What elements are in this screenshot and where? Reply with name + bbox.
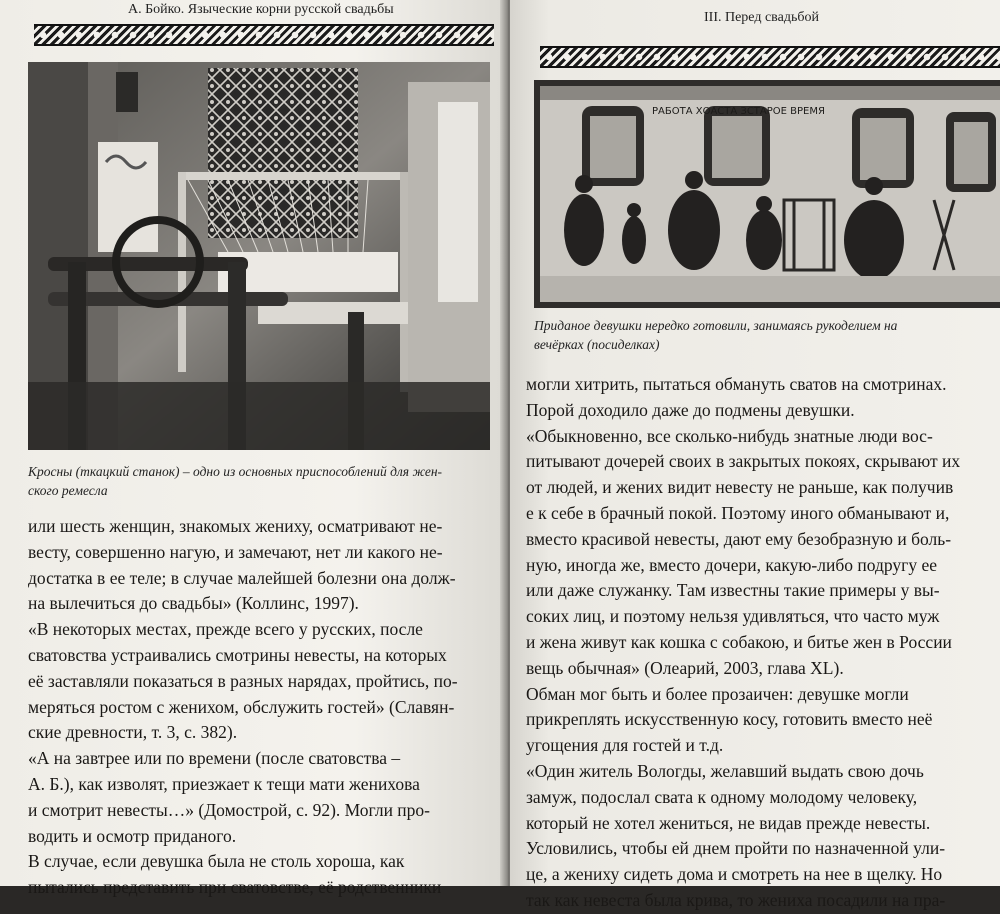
right-text-line-7: вместо красивой невесты, дают ему безобразную и боль- [526,528,952,549]
left-body-text [28,514,502,901]
left-text-line-8: меряться ростом с женихом, обслужить гостей» (Славян- [28,696,455,717]
left-text-line-1: или шесть женщин, знакомых жениху, осматривают не- [28,516,443,536]
right-text-line-6: е к себе в брачный покой. Поэтому иного обманывают и, [526,502,950,523]
painting-caption-line-2: вечёрках (посиделках) [534,337,660,352]
left-text-line-13: водить и осмотр приданого. [28,825,237,846]
right-text-line-14: прикреплять искусственную косу, готовить вместо неё [526,709,933,730]
painting-inscription: РАБОТА ХОАСТА ЗСТАРОЕ ВРЕМЯ [652,106,825,117]
right-text-line-21: так как невеста была крива, то жениха посадили на пра- [526,889,946,910]
right-text-line-16: «Один житель Вологды, желавший выдать свою дочь [526,760,924,781]
right-text-line-3: «Обыкновенно, все сколько-нибудь знатные люди вос- [526,425,933,446]
right-text-line-1: могли хитрить, пытаться обмануть сватов на смотринах. [526,374,947,394]
right-text-line-15: угощения для гостей и т.д. [526,735,724,756]
right-running-header: III. Перед свадьбой [704,10,819,25]
right-header-ornament [540,46,1000,68]
loom-caption [28,462,498,500]
left-running-header: А. Бойко. Языческие корни русской свадьбы [128,2,394,17]
left-text-line-2: весту, совершенно нагую, и замечают, нет ли какого не- [28,541,443,562]
right-text-line-17: замуж, подослал свата к одному молодому человеку, [526,786,918,807]
left-text-line-9: ские древности, т. 3, с. 382). [28,722,238,743]
left-text-line-14: В случае, если девушка была не столь хороша, как [28,851,405,872]
loom-caption-line-1: Кросны (ткацкий станок) – одно из основных приспособлений для жен- [28,464,443,479]
right-text-line-10: соких лиц, и поэтому нельзя удивляться, что часто муж [526,606,940,627]
left-text-line-7: её заставляли показаться в разных нарядах, пройтись, по- [28,670,458,691]
left-text-line-11: А. Б.), как изволят, приезжает к тещи мати женихова [28,773,420,794]
right-text-line-18: который не хотел жениться, не видав прежде невесты. [526,812,931,833]
right-text-line-5: от людей, и жених видит невесту не раньше, как получив [526,477,954,498]
loom-photo-image [28,62,490,450]
right-text-line-19: Условились, чтобы ей днем пройти по назначенной ули- [526,838,946,859]
vecherka-painting-image [534,80,1000,308]
left-text-line-5: «В некоторых местах, прежде всего у русских, после [28,619,423,640]
right-text-line-20: це, а жениху сидеть дома и смотреть на нее в щелку. Но [526,864,943,885]
left-text-line-4: на вылечиться до свадьбы» (Коллинс, 1997). [28,593,359,614]
right-text-line-11: и жена живут как кошка с собакою, и битье жен в России [526,631,952,652]
right-text-line-4: питывают дочерей своих в закрытых покоях, скрывают их [526,451,961,472]
right-body-text [526,372,1000,914]
right-page [510,0,1000,910]
right-text-line-2: Порой доходило даже до подмены девушки. [526,399,855,420]
left-page [0,0,506,898]
vecherka-painting [534,80,1000,308]
left-text-line-15: пытались представить при сватовстве, её родственники [28,877,442,898]
left-text-line-12: и смотрит невесты…» (Домострой, с. 92). Могли про- [28,799,431,820]
right-text-line-9: или даже служанку. Там известны такие примеры у вы- [526,580,940,601]
loom-photo [28,62,490,450]
loom-caption-line-2: ского ремесла [28,483,108,498]
left-header-ornament [34,24,494,46]
right-text-line-13: Обман мог быть и более прозаичен: девушке могли [526,683,909,704]
right-text-line-8: ную, иногда же, вместо дочери, какую-либо подругу ее [526,554,937,575]
right-text-line-12: вещь обычная» (Олеарий, 2003, глава XL). [526,657,844,678]
painting-caption-line-1: Приданое девушки нередко готовили, занимаясь рукоделием на [534,318,898,333]
left-text-line-10: «А на завтрее или по времени (после сватовства – [28,748,401,769]
painting-caption [534,316,1000,354]
left-text-line-6: сватовства устраивались смотрины невесты, на которых [28,644,447,665]
left-text-line-3: достатка в ее теле; в случае малейшей болезни она долж- [28,567,456,588]
